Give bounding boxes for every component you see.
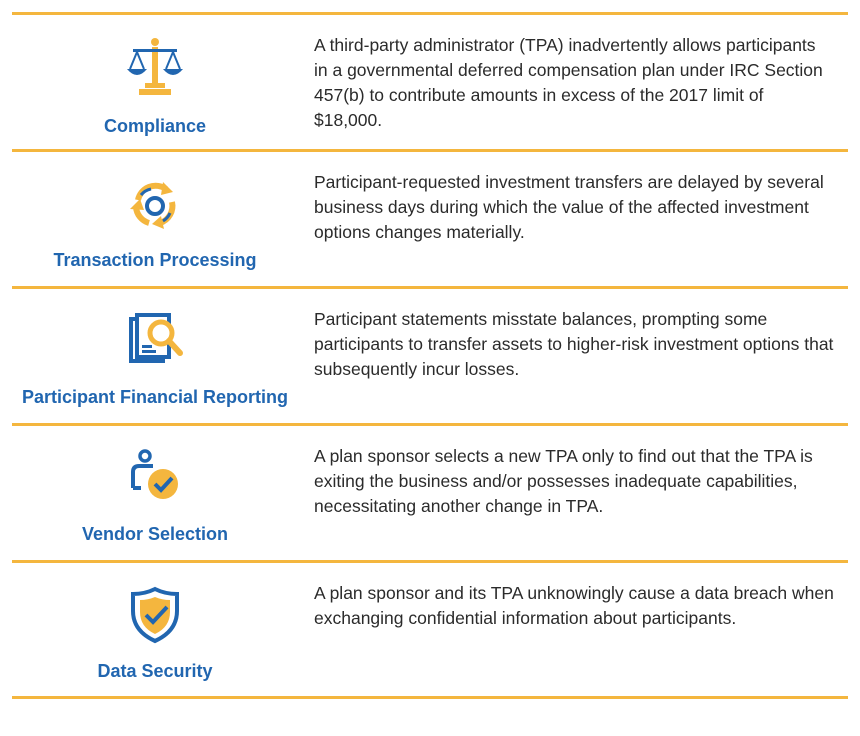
category-label: Transaction Processing — [53, 250, 257, 270]
category-cell — [12, 426, 298, 560]
category-label: Vendor Selection — [81, 524, 229, 544]
description-text: A third-party administrator (TPA) inadvertently allows participants in a governmental deferred compensation plan under IRC Section 457(b) to contribute amounts in excess of the 2017 limit of $18,000. — [314, 35, 823, 130]
person-check-icon — [12, 448, 298, 504]
category-cell — [12, 289, 298, 423]
category-label: Compliance — [103, 116, 207, 136]
category-cell — [12, 563, 298, 696]
description-text: Participant-requested investment transfers are delayed by several business days during which the value of the affected investment options changes materially. — [314, 172, 824, 242]
scales-icon — [12, 35, 298, 99]
table-row — [12, 286, 848, 423]
table-row — [12, 423, 848, 560]
cycle-arrows-icon — [12, 178, 298, 234]
shield-check-icon — [12, 585, 298, 645]
table-row — [12, 149, 848, 286]
document-magnifier-icon — [12, 311, 298, 367]
description-text: Participant statements misstate balances, prompting some participants to transfer assets to higher-risk investment options that subsequently incur losses. — [314, 309, 834, 379]
category-label: Data Security — [97, 661, 213, 681]
category-cell — [12, 152, 298, 286]
risk-table — [12, 12, 848, 699]
table-row — [12, 560, 848, 699]
description-text: A plan sponsor and its TPA unknowingly cause a data breach when exchanging confidential information about participants. — [314, 583, 834, 628]
category-label: Participant Financial Reporting — [21, 387, 289, 407]
description-text: A plan sponsor selects a new TPA only to find out that the TPA is exiting the business and/or possesses inadequate capabilities, necessitating another change in TPA. — [314, 446, 813, 516]
category-cell — [12, 15, 298, 149]
table-row — [12, 12, 848, 149]
